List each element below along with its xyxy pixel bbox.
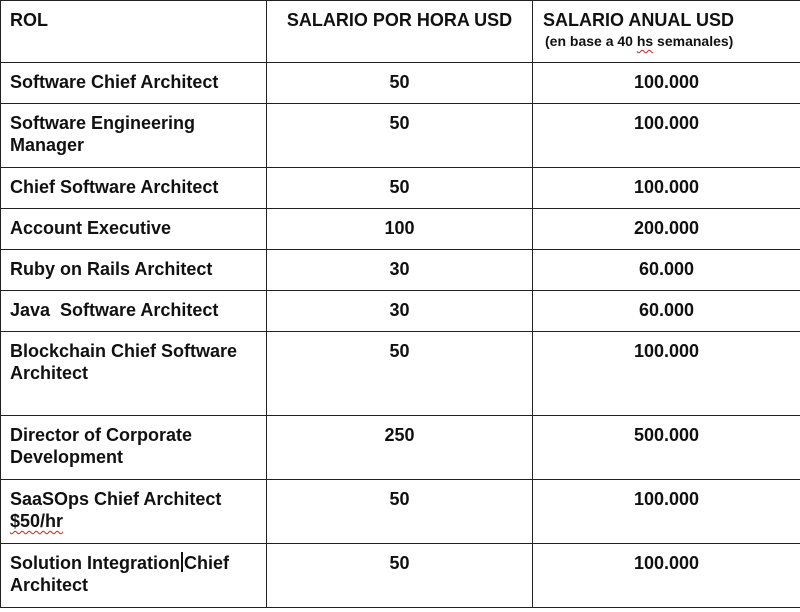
header-rol: ROL bbox=[1, 1, 267, 63]
hourly-cell: 50 bbox=[267, 332, 533, 416]
annual-cell: 100.000 bbox=[533, 168, 800, 209]
table-row bbox=[1, 104, 800, 168]
annual-cell: 60.000 bbox=[533, 291, 800, 332]
table-row bbox=[1, 291, 800, 332]
table-row bbox=[1, 480, 800, 544]
hourly-cell: 250 bbox=[267, 416, 533, 480]
annual-cell: 100.000 bbox=[533, 480, 800, 544]
role-cell: Solution Integration Chief Architect bbox=[1, 544, 267, 608]
spellcheck-underline: hs bbox=[636, 33, 654, 49]
annual-cell: 100.000 bbox=[533, 544, 800, 608]
hourly-cell: 50 bbox=[267, 63, 533, 104]
header-annual-note: (en base a 40 hs semanales) bbox=[545, 33, 734, 49]
table-row bbox=[1, 544, 800, 608]
hourly-cell: 30 bbox=[267, 291, 533, 332]
header-annual-salary bbox=[533, 1, 800, 63]
hourly-cell: 50 bbox=[267, 544, 533, 608]
table-row bbox=[1, 209, 800, 250]
hourly-cell: 30 bbox=[267, 250, 533, 291]
table-row bbox=[1, 250, 800, 291]
role-cell: Software Chief Architect bbox=[1, 63, 267, 104]
role-cell: Java Software Architect bbox=[1, 291, 267, 332]
annual-cell: 100.000 bbox=[533, 332, 800, 416]
table-header-row bbox=[1, 1, 800, 63]
hourly-cell: 50 bbox=[267, 480, 533, 544]
text-cursor bbox=[181, 552, 183, 572]
role-cell: Ruby on Rails Architect bbox=[1, 250, 267, 291]
table-row bbox=[1, 416, 800, 480]
role-cell: Software Engineering Manager bbox=[1, 104, 267, 168]
hourly-cell: 50 bbox=[267, 168, 533, 209]
header-hourly-salary: SALARIO POR HORA USD bbox=[267, 1, 533, 63]
annual-cell: 100.000 bbox=[533, 63, 800, 104]
hourly-cell: 50 bbox=[267, 104, 533, 168]
table-row bbox=[1, 63, 800, 104]
header-annual-label: SALARIO ANUAL USD bbox=[543, 10, 735, 30]
role-cell: Account Executive bbox=[1, 209, 267, 250]
role-cell: Chief Software Architect bbox=[1, 168, 267, 209]
table-row bbox=[1, 332, 800, 416]
role-cell: Blockchain Chief Software Architect bbox=[1, 332, 267, 416]
role-cell: Director of Corporate Development bbox=[1, 416, 267, 480]
role-cell: SaaSOps Chief Architect $50/hr bbox=[1, 480, 267, 544]
spellcheck-underline: $50/hr bbox=[10, 511, 64, 531]
hourly-cell: 100 bbox=[267, 209, 533, 250]
annual-cell: 60.000 bbox=[533, 250, 800, 291]
table-row bbox=[1, 168, 800, 209]
annual-cell: 500.000 bbox=[533, 416, 800, 480]
annual-cell: 200.000 bbox=[533, 209, 800, 250]
annual-cell: 100.000 bbox=[533, 104, 800, 168]
